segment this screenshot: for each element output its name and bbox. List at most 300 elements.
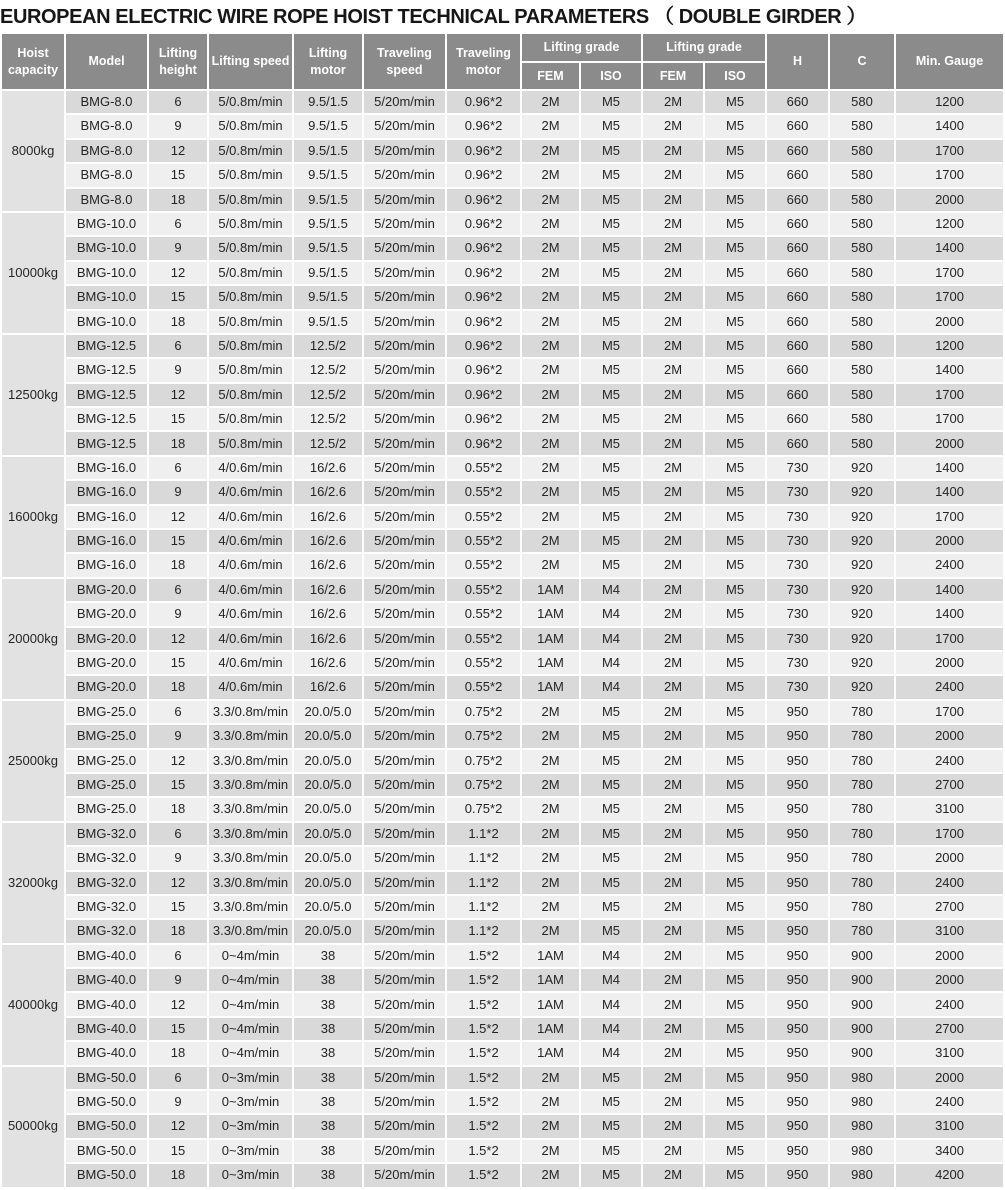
cell-c: 900 xyxy=(830,1042,894,1064)
cell-lifting-motor: 20.0/5.0 xyxy=(294,798,362,820)
cell-grade1-iso: M5 xyxy=(581,774,641,796)
cell-lifting-height: 18 xyxy=(149,798,207,820)
table-row xyxy=(2,920,1003,942)
cell-traveling-motor: 0.55*2 xyxy=(447,603,520,625)
cell-traveling-motor: 0.55*2 xyxy=(447,481,520,503)
cell-lifting-speed: 4/0.6m/min xyxy=(209,457,292,479)
table-row xyxy=(2,969,1003,991)
cell-traveling-motor: 0.75*2 xyxy=(447,701,520,723)
cell-lifting-motor: 16/2.6 xyxy=(294,506,362,528)
cell-lifting-motor: 20.0/5.0 xyxy=(294,896,362,918)
cell-traveling-motor: 0.96*2 xyxy=(447,140,520,162)
cell-model: BMG-40.0 xyxy=(66,1042,147,1064)
cell-c: 780 xyxy=(830,896,894,918)
cell-traveling-motor: 0.96*2 xyxy=(447,115,520,137)
cell-lifting-motor: 16/2.6 xyxy=(294,457,362,479)
table-row xyxy=(2,91,1003,113)
cell-grade1-fem: 2M xyxy=(522,262,579,284)
table-row xyxy=(2,945,1003,967)
cell-grade2-fem: 2M xyxy=(643,945,703,967)
cell-lifting-motor: 9.5/1.5 xyxy=(294,286,362,308)
cell-grade2-iso: M5 xyxy=(705,286,765,308)
cell-traveling-speed: 5/20m/min xyxy=(364,286,445,308)
cell-traveling-speed: 5/20m/min xyxy=(364,506,445,528)
cell-traveling-motor: 1.5*2 xyxy=(447,1140,520,1162)
cell-lifting-speed: 0~4m/min xyxy=(209,1018,292,1040)
cell-lifting-speed: 4/0.6m/min xyxy=(209,579,292,601)
cell-traveling-speed: 5/20m/min xyxy=(364,628,445,650)
cell-grade2-fem: 2M xyxy=(643,920,703,942)
cell-lifting-motor: 16/2.6 xyxy=(294,481,362,503)
cell-lifting-speed: 3.3/0.8m/min xyxy=(209,701,292,723)
cell-min-gauge: 1400 xyxy=(896,237,1003,259)
cell-lifting-height: 12 xyxy=(149,140,207,162)
cell-lifting-motor: 9.5/1.5 xyxy=(294,311,362,333)
cell-traveling-speed: 5/20m/min xyxy=(364,1164,445,1186)
cell-model: BMG-32.0 xyxy=(66,896,147,918)
cell-grade2-iso: M5 xyxy=(705,115,765,137)
capacity-cell: 40000kg xyxy=(2,945,64,1065)
cell-h: 660 xyxy=(767,408,828,430)
cell-lifting-motor: 20.0/5.0 xyxy=(294,920,362,942)
cell-grade2-fem: 2M xyxy=(643,140,703,162)
cell-lifting-speed: 3.3/0.8m/min xyxy=(209,750,292,772)
cell-grade1-fem: 1AM xyxy=(522,1018,579,1040)
cell-lifting-motor: 16/2.6 xyxy=(294,676,362,698)
cell-min-gauge: 1700 xyxy=(896,164,1003,186)
cell-grade2-iso: M5 xyxy=(705,603,765,625)
table-row xyxy=(2,847,1003,869)
cell-lifting-motor: 20.0/5.0 xyxy=(294,872,362,894)
cell-grade1-fem: 2M xyxy=(522,286,579,308)
cell-lifting-height: 15 xyxy=(149,408,207,430)
cell-grade1-iso: M4 xyxy=(581,969,641,991)
cell-traveling-motor: 1.5*2 xyxy=(447,993,520,1015)
cell-lifting-height: 15 xyxy=(149,774,207,796)
cell-model: BMG-25.0 xyxy=(66,750,147,772)
cell-c: 920 xyxy=(830,603,894,625)
cell-min-gauge: 1400 xyxy=(896,115,1003,137)
cell-c: 920 xyxy=(830,579,894,601)
cell-traveling-speed: 5/20m/min xyxy=(364,1042,445,1064)
cell-traveling-speed: 5/20m/min xyxy=(364,1140,445,1162)
cell-traveling-motor: 0.75*2 xyxy=(447,725,520,747)
cell-grade1-iso: M5 xyxy=(581,920,641,942)
table-header xyxy=(2,34,1003,89)
cell-lifting-height: 12 xyxy=(149,1115,207,1137)
table-row xyxy=(2,384,1003,406)
cell-grade1-fem: 1AM xyxy=(522,945,579,967)
table-row xyxy=(2,579,1003,601)
cell-min-gauge: 1400 xyxy=(896,481,1003,503)
cell-grade1-fem: 1AM xyxy=(522,579,579,601)
cell-c: 920 xyxy=(830,652,894,674)
cell-h: 660 xyxy=(767,189,828,211)
cell-c: 780 xyxy=(830,725,894,747)
capacity-cell: 12500kg xyxy=(2,335,64,455)
cell-lifting-height: 6 xyxy=(149,1067,207,1089)
cell-grade2-fem: 2M xyxy=(643,115,703,137)
cell-lifting-motor: 9.5/1.5 xyxy=(294,237,362,259)
cell-traveling-motor: 0.96*2 xyxy=(447,432,520,454)
cell-grade1-iso: M4 xyxy=(581,1042,641,1064)
cell-lifting-height: 18 xyxy=(149,432,207,454)
cell-lifting-height: 15 xyxy=(149,1140,207,1162)
cell-lifting-height: 6 xyxy=(149,457,207,479)
cell-c: 780 xyxy=(830,774,894,796)
cell-lifting-height: 15 xyxy=(149,896,207,918)
cell-grade2-fem: 2M xyxy=(643,798,703,820)
cell-c: 980 xyxy=(830,1164,894,1186)
cell-grade2-iso: M5 xyxy=(705,530,765,552)
table-row xyxy=(2,896,1003,918)
cell-model: BMG-40.0 xyxy=(66,1018,147,1040)
cell-grade1-fem: 1AM xyxy=(522,652,579,674)
cell-grade1-fem: 2M xyxy=(522,701,579,723)
cell-grade2-iso: M5 xyxy=(705,237,765,259)
col-header-grade1-iso: ISO xyxy=(581,63,641,89)
cell-lifting-motor: 20.0/5.0 xyxy=(294,750,362,772)
cell-model: BMG-32.0 xyxy=(66,823,147,845)
cell-h: 950 xyxy=(767,920,828,942)
cell-grade2-fem: 2M xyxy=(643,237,703,259)
cell-lifting-speed: 3.3/0.8m/min xyxy=(209,896,292,918)
cell-traveling-motor: 0.75*2 xyxy=(447,798,520,820)
cell-c: 580 xyxy=(830,384,894,406)
cell-grade1-iso: M5 xyxy=(581,237,641,259)
cell-min-gauge: 1200 xyxy=(896,213,1003,235)
cell-grade1-fem: 2M xyxy=(522,115,579,137)
table-row xyxy=(2,993,1003,1015)
table-row xyxy=(2,1164,1003,1186)
cell-lifting-height: 9 xyxy=(149,237,207,259)
cell-grade1-iso: M4 xyxy=(581,993,641,1015)
cell-model: BMG-12.5 xyxy=(66,408,147,430)
table-row xyxy=(2,774,1003,796)
cell-h: 660 xyxy=(767,286,828,308)
cell-grade1-iso: M5 xyxy=(581,335,641,357)
cell-lifting-speed: 0~3m/min xyxy=(209,1140,292,1162)
cell-c: 920 xyxy=(830,457,894,479)
cell-grade1-fem: 2M xyxy=(522,140,579,162)
cell-lifting-speed: 5/0.8m/min xyxy=(209,189,292,211)
table-row xyxy=(2,701,1003,723)
cell-traveling-speed: 5/20m/min xyxy=(364,335,445,357)
cell-model: BMG-16.0 xyxy=(66,530,147,552)
cell-model: BMG-12.5 xyxy=(66,384,147,406)
cell-grade1-fem: 2M xyxy=(522,774,579,796)
cell-c: 920 xyxy=(830,506,894,528)
table-row xyxy=(2,335,1003,357)
table-row xyxy=(2,359,1003,381)
cell-traveling-speed: 5/20m/min xyxy=(364,140,445,162)
cell-min-gauge: 2000 xyxy=(896,969,1003,991)
table-row xyxy=(2,530,1003,552)
cell-traveling-motor: 0.96*2 xyxy=(447,335,520,357)
cell-grade2-fem: 2M xyxy=(643,91,703,113)
cell-grade1-iso: M5 xyxy=(581,823,641,845)
cell-lifting-speed: 3.3/0.8m/min xyxy=(209,823,292,845)
cell-lifting-height: 18 xyxy=(149,676,207,698)
cell-lifting-speed: 5/0.8m/min xyxy=(209,311,292,333)
cell-grade2-fem: 2M xyxy=(643,530,703,552)
cell-lifting-height: 6 xyxy=(149,213,207,235)
cell-traveling-speed: 5/20m/min xyxy=(364,701,445,723)
table-row xyxy=(2,823,1003,845)
col-header-lifting-speed: Lifting speed xyxy=(209,34,292,89)
cell-grade2-fem: 2M xyxy=(643,652,703,674)
cell-traveling-speed: 5/20m/min xyxy=(364,115,445,137)
cell-lifting-speed: 4/0.6m/min xyxy=(209,652,292,674)
cell-grade2-fem: 2M xyxy=(643,725,703,747)
cell-grade2-fem: 2M xyxy=(643,969,703,991)
cell-grade1-fem: 2M xyxy=(522,408,579,430)
col-header-grade1-fem: FEM xyxy=(522,63,579,89)
capacity-cell: 32000kg xyxy=(2,823,64,943)
cell-lifting-motor: 16/2.6 xyxy=(294,554,362,576)
cell-c: 580 xyxy=(830,237,894,259)
cell-c: 580 xyxy=(830,115,894,137)
cell-grade2-iso: M5 xyxy=(705,457,765,479)
col-header-c: C xyxy=(830,34,894,89)
cell-h: 730 xyxy=(767,579,828,601)
cell-model: BMG-8.0 xyxy=(66,189,147,211)
cell-traveling-speed: 5/20m/min xyxy=(364,774,445,796)
col-header-hoist-capacity: Hoist capacity xyxy=(2,34,64,89)
cell-grade2-fem: 2M xyxy=(643,872,703,894)
cell-min-gauge: 1700 xyxy=(896,262,1003,284)
cell-grade2-fem: 2M xyxy=(643,774,703,796)
cell-model: BMG-10.0 xyxy=(66,237,147,259)
cell-grade1-fem: 2M xyxy=(522,823,579,845)
cell-h: 730 xyxy=(767,628,828,650)
cell-traveling-speed: 5/20m/min xyxy=(364,872,445,894)
capacity-cell: 20000kg xyxy=(2,579,64,699)
cell-c: 580 xyxy=(830,189,894,211)
cell-lifting-height: 9 xyxy=(149,115,207,137)
cell-c: 780 xyxy=(830,823,894,845)
cell-grade1-fem: 1AM xyxy=(522,993,579,1015)
cell-lifting-motor: 9.5/1.5 xyxy=(294,115,362,137)
cell-grade1-iso: M5 xyxy=(581,164,641,186)
cell-lifting-speed: 3.3/0.8m/min xyxy=(209,774,292,796)
cell-h: 660 xyxy=(767,262,828,284)
cell-grade1-fem: 1AM xyxy=(522,676,579,698)
cell-traveling-motor: 0.75*2 xyxy=(447,750,520,772)
cell-grade2-iso: M5 xyxy=(705,1115,765,1137)
cell-lifting-motor: 38 xyxy=(294,1091,362,1113)
cell-c: 780 xyxy=(830,701,894,723)
cell-grade2-iso: M5 xyxy=(705,896,765,918)
cell-lifting-motor: 16/2.6 xyxy=(294,628,362,650)
cell-grade1-iso: M5 xyxy=(581,554,641,576)
cell-grade2-fem: 2M xyxy=(643,1018,703,1040)
cell-lifting-motor: 38 xyxy=(294,993,362,1015)
cell-grade2-iso: M5 xyxy=(705,189,765,211)
cell-c: 980 xyxy=(830,1140,894,1162)
cell-h: 660 xyxy=(767,432,828,454)
cell-lifting-height: 12 xyxy=(149,262,207,284)
cell-traveling-speed: 5/20m/min xyxy=(364,579,445,601)
cell-lifting-speed: 0~3m/min xyxy=(209,1091,292,1113)
cell-traveling-motor: 1.5*2 xyxy=(447,1067,520,1089)
cell-grade2-fem: 2M xyxy=(643,311,703,333)
cell-grade1-iso: M5 xyxy=(581,286,641,308)
table-row xyxy=(2,1115,1003,1137)
cell-h: 730 xyxy=(767,652,828,674)
cell-grade2-fem: 2M xyxy=(643,554,703,576)
cell-c: 920 xyxy=(830,676,894,698)
cell-grade1-fem: 2M xyxy=(522,432,579,454)
cell-grade2-iso: M5 xyxy=(705,481,765,503)
cell-grade2-iso: M5 xyxy=(705,872,765,894)
cell-min-gauge: 2400 xyxy=(896,750,1003,772)
cell-model: BMG-50.0 xyxy=(66,1164,147,1186)
cell-c: 900 xyxy=(830,1018,894,1040)
cell-traveling-motor: 0.96*2 xyxy=(447,91,520,113)
cell-grade2-fem: 2M xyxy=(643,1042,703,1064)
cell-grade2-iso: M5 xyxy=(705,140,765,162)
cell-lifting-speed: 5/0.8m/min xyxy=(209,384,292,406)
cell-lifting-height: 6 xyxy=(149,579,207,601)
cell-h: 660 xyxy=(767,384,828,406)
capacity-cell: 25000kg xyxy=(2,701,64,821)
cell-traveling-motor: 0.55*2 xyxy=(447,652,520,674)
cell-grade1-fem: 2M xyxy=(522,798,579,820)
cell-grade2-fem: 2M xyxy=(643,579,703,601)
cell-traveling-speed: 5/20m/min xyxy=(364,1115,445,1137)
cell-model: BMG-10.0 xyxy=(66,213,147,235)
cell-lifting-speed: 5/0.8m/min xyxy=(209,91,292,113)
cell-grade2-iso: M5 xyxy=(705,213,765,235)
cell-grade2-iso: M5 xyxy=(705,1042,765,1064)
cell-h: 660 xyxy=(767,164,828,186)
cell-grade1-iso: M5 xyxy=(581,213,641,235)
cell-grade2-fem: 2M xyxy=(643,286,703,308)
cell-lifting-speed: 0~3m/min xyxy=(209,1067,292,1089)
cell-min-gauge: 2000 xyxy=(896,725,1003,747)
cell-grade2-fem: 2M xyxy=(643,1067,703,1089)
cell-traveling-motor: 0.55*2 xyxy=(447,579,520,601)
cell-grade2-fem: 2M xyxy=(643,823,703,845)
col-header-lifting-grade-1: Lifting grade xyxy=(522,34,641,61)
cell-c: 920 xyxy=(830,554,894,576)
cell-grade2-iso: M5 xyxy=(705,1018,765,1040)
cell-lifting-height: 12 xyxy=(149,628,207,650)
col-header-lifting-motor: Lifting motor xyxy=(294,34,362,89)
cell-traveling-motor: 0.96*2 xyxy=(447,164,520,186)
cell-min-gauge: 1400 xyxy=(896,359,1003,381)
cell-grade1-iso: M4 xyxy=(581,676,641,698)
cell-grade2-iso: M5 xyxy=(705,579,765,601)
cell-traveling-speed: 5/20m/min xyxy=(364,823,445,845)
cell-grade2-fem: 2M xyxy=(643,213,703,235)
cell-lifting-height: 6 xyxy=(149,91,207,113)
cell-traveling-motor: 0.96*2 xyxy=(447,311,520,333)
cell-lifting-speed: 0~4m/min xyxy=(209,1042,292,1064)
cell-grade1-fem: 1AM xyxy=(522,969,579,991)
cell-traveling-speed: 5/20m/min xyxy=(364,993,445,1015)
cell-traveling-motor: 1.1*2 xyxy=(447,847,520,869)
cell-grade2-iso: M5 xyxy=(705,506,765,528)
cell-traveling-speed: 5/20m/min xyxy=(364,262,445,284)
cell-grade1-fem: 2M xyxy=(522,847,579,869)
cell-traveling-motor: 1.1*2 xyxy=(447,920,520,942)
cell-min-gauge: 1700 xyxy=(896,408,1003,430)
cell-grade1-iso: M5 xyxy=(581,725,641,747)
cell-grade2-fem: 2M xyxy=(643,1164,703,1186)
cell-lifting-motor: 38 xyxy=(294,1042,362,1064)
cell-h: 730 xyxy=(767,506,828,528)
cell-traveling-speed: 5/20m/min xyxy=(364,237,445,259)
cell-grade1-iso: M5 xyxy=(581,262,641,284)
cell-h: 950 xyxy=(767,725,828,747)
cell-lifting-motor: 9.5/1.5 xyxy=(294,164,362,186)
cell-grade1-fem: 2M xyxy=(522,335,579,357)
col-header-traveling-speed: Traveling speed xyxy=(364,34,445,89)
cell-grade2-iso: M5 xyxy=(705,311,765,333)
cell-grade1-fem: 2M xyxy=(522,481,579,503)
table-row xyxy=(2,311,1003,333)
cell-min-gauge: 1700 xyxy=(896,506,1003,528)
cell-traveling-speed: 5/20m/min xyxy=(364,896,445,918)
cell-grade1-fem: 2M xyxy=(522,1164,579,1186)
cell-grade1-fem: 2M xyxy=(522,189,579,211)
cell-c: 920 xyxy=(830,628,894,650)
cell-lifting-height: 12 xyxy=(149,384,207,406)
cell-grade1-fem: 2M xyxy=(522,237,579,259)
cell-c: 780 xyxy=(830,920,894,942)
cell-traveling-motor: 1.5*2 xyxy=(447,1115,520,1137)
cell-model: BMG-25.0 xyxy=(66,701,147,723)
cell-grade2-iso: M5 xyxy=(705,847,765,869)
cell-lifting-speed: 0~4m/min xyxy=(209,945,292,967)
cell-traveling-speed: 5/20m/min xyxy=(364,384,445,406)
cell-model: BMG-20.0 xyxy=(66,579,147,601)
cell-grade1-iso: M5 xyxy=(581,189,641,211)
cell-lifting-motor: 9.5/1.5 xyxy=(294,262,362,284)
cell-lifting-speed: 5/0.8m/min xyxy=(209,237,292,259)
cell-grade2-iso: M5 xyxy=(705,335,765,357)
cell-lifting-height: 18 xyxy=(149,189,207,211)
table-row xyxy=(2,676,1003,698)
cell-min-gauge: 3400 xyxy=(896,1140,1003,1162)
cell-lifting-speed: 5/0.8m/min xyxy=(209,115,292,137)
cell-min-gauge: 3100 xyxy=(896,1115,1003,1137)
cell-lifting-speed: 0~4m/min xyxy=(209,993,292,1015)
cell-grade1-fem: 2M xyxy=(522,91,579,113)
cell-grade1-fem: 1AM xyxy=(522,603,579,625)
cell-h: 950 xyxy=(767,945,828,967)
cell-grade2-iso: M5 xyxy=(705,1067,765,1089)
cell-grade1-iso: M4 xyxy=(581,579,641,601)
cell-traveling-speed: 5/20m/min xyxy=(364,457,445,479)
cell-h: 660 xyxy=(767,140,828,162)
cell-model: BMG-50.0 xyxy=(66,1115,147,1137)
cell-traveling-speed: 5/20m/min xyxy=(364,359,445,381)
cell-c: 900 xyxy=(830,945,894,967)
cell-model: BMG-50.0 xyxy=(66,1067,147,1089)
cell-h: 950 xyxy=(767,896,828,918)
cell-lifting-speed: 5/0.8m/min xyxy=(209,359,292,381)
cell-model: BMG-16.0 xyxy=(66,554,147,576)
cell-grade1-iso: M5 xyxy=(581,432,641,454)
cell-min-gauge: 3100 xyxy=(896,920,1003,942)
col-header-model: Model xyxy=(66,34,147,89)
cell-grade1-fem: 2M xyxy=(522,1140,579,1162)
cell-h: 950 xyxy=(767,1091,828,1113)
cell-grade1-iso: M5 xyxy=(581,506,641,528)
